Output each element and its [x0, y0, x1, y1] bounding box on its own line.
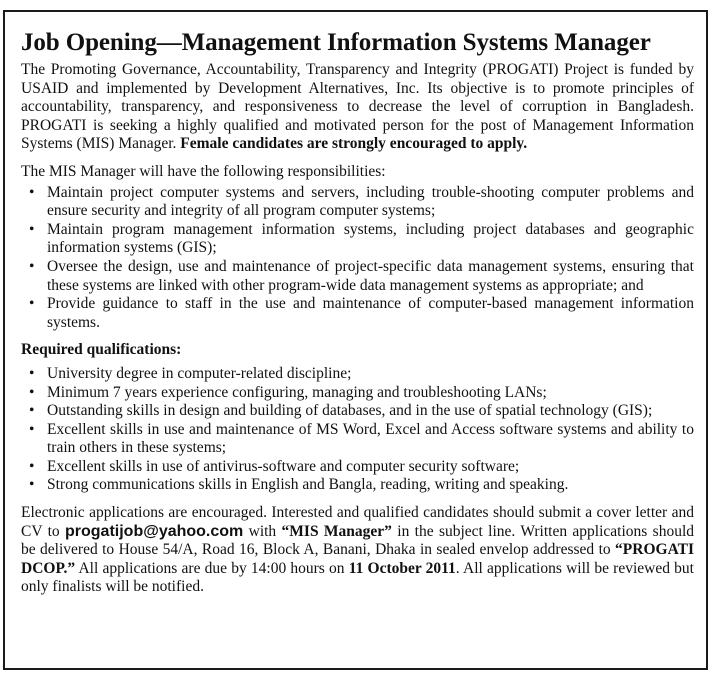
responsibilities-heading: The MIS Manager will have the following responsibilities:	[21, 162, 386, 180]
list-item: • Outstanding skills in design and building of databases, and in the use of spatial technology (GIS);	[21, 402, 694, 421]
job-advertisement	[3, 10, 708, 670]
intro-text: The Promoting Governance, Accountability, Transparency and Integrity (PROGATI) Project is funded by USAID and implemented by Development Alternatives, Inc. Its objective is to promote principles of accountability, transparency, and responsiveness to decrease the level of corruption in Bangladesh. PROGATI is seeking a highly qualified and motivated person for the post of Management Information Systems (MIS) Manager.	[21, 61, 694, 153]
responsibilities-list	[21, 184, 694, 333]
deadline: 11 October 2011	[348, 559, 456, 577]
contact-email[interactable]: progatijob@yahoo.com	[65, 522, 244, 540]
qualifications-list	[21, 365, 694, 495]
application-text-5: . All applications will be reviewed but only finalists will be notified.	[21, 559, 694, 596]
list-item: • Maintain project computer systems and servers, including trouble-shooting computer problems and ensure security and integrity of all program computer systems;	[21, 184, 694, 221]
addressee: “PROGATI DCOP.”	[21, 541, 694, 577]
page-title: Job Opening—Management Information Systems Manager	[21, 29, 651, 56]
list-item: • Excellent skills in use and maintenance of MS Word, Excel and Access software systems and ability to train others in these systems;	[21, 421, 694, 458]
list-item: • Maintain program management information systems, including project databases and geographic information systems (GIS);	[21, 221, 694, 258]
application-paragraph	[21, 504, 694, 597]
list-item: • University degree in computer-related discipline;	[21, 365, 694, 384]
subject-line: “MIS Manager”	[281, 522, 392, 540]
intro-emphasis: Female candidates are strongly encouraged to apply.	[180, 135, 528, 153]
application-text-1: Electronic applications are encouraged. Interested and qualified candidates should submit a cover letter and CV to	[21, 504, 694, 540]
list-item: • Excellent skills in use of antivirus-software and computer security software;	[21, 458, 694, 477]
qualifications-heading: Required qualifications:	[21, 341, 182, 359]
application-text-2: with	[243, 522, 282, 540]
intro-paragraph	[21, 61, 694, 154]
list-item: • Strong communications skills in English and Bangla, reading, writing and speaking.	[21, 476, 694, 495]
list-item: • Oversee the design, use and maintenance of project-specific data management systems, ensuring that these systems are linked with other program-wide data management systems as appropriate; and	[21, 258, 694, 295]
list-item: • Provide guidance to staff in the use and maintenance of computer-based management information systems.	[21, 295, 694, 332]
list-item: • Minimum 7 years experience configuring, managing and troubleshooting LANs;	[21, 384, 694, 403]
application-text-3: in the subject line. Written applications should be delivered to House 54/A, Road 16, Block A, Banani, Dhaka in sealed envelop addressed to	[21, 522, 694, 559]
application-text-4: All applications are due by 14:00 hours on	[75, 559, 349, 577]
